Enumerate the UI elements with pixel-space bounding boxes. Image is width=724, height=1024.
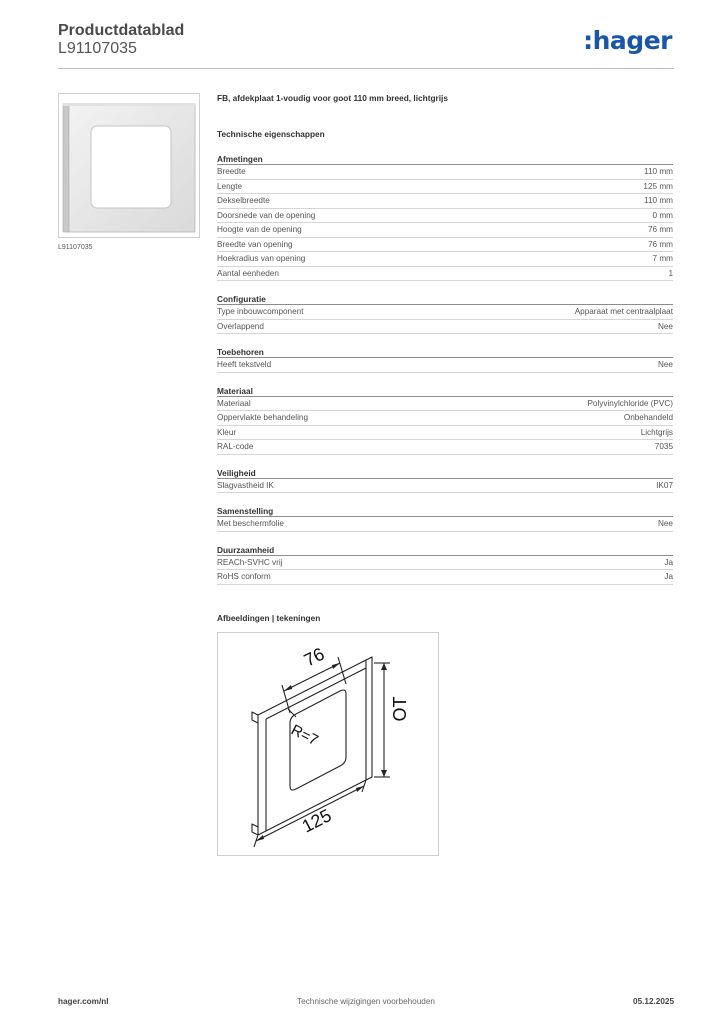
dim-height-label: OT	[390, 696, 410, 722]
spec-label: RAL-code	[217, 442, 254, 451]
spec-label: Hoekradius van opening	[217, 254, 306, 263]
spec-value: 1	[668, 268, 673, 278]
spec-label: RoHS conform	[217, 572, 271, 581]
spec-value: 110 mm	[644, 167, 673, 176]
table-row	[217, 194, 673, 209]
document-title: Productdatablad	[58, 22, 185, 39]
spec-label: Breedte van opening	[217, 239, 293, 249]
spec-value: 7 mm	[652, 254, 673, 263]
table-row	[217, 411, 673, 426]
table-row	[217, 440, 673, 455]
spec-value: 0 mm	[652, 210, 673, 220]
table-row	[217, 165, 673, 180]
section-title: Afmetingen	[217, 153, 673, 165]
spec-label: Hoogte van de opening	[217, 225, 302, 234]
spec-label: Lengte	[217, 181, 243, 191]
table-row	[217, 570, 673, 585]
table-row	[217, 397, 673, 412]
section-title: Configuratie	[217, 293, 673, 305]
spec-value: 76 mm	[647, 225, 673, 234]
spec-value: Ja	[664, 572, 673, 581]
section-configuratie	[217, 293, 673, 334]
footer-disclaimer: Technische wijzigingen voorbehouden	[297, 997, 435, 1006]
spec-label: Dekselbreedte	[217, 196, 270, 205]
table-row	[217, 238, 673, 253]
spec-label: Heeft tekstveld	[217, 360, 272, 369]
table-row	[217, 209, 673, 224]
table-row	[217, 426, 673, 441]
section-materiaal	[217, 385, 673, 455]
spec-label: Type inbouwcomponent	[217, 307, 304, 316]
table-row	[217, 479, 673, 494]
spec-value: Nee	[657, 321, 673, 331]
spec-label: REACh-SVHC vrij	[217, 557, 283, 567]
spec-value: Apparaat met centraalplaat	[574, 307, 673, 316]
cover-plate-icon	[59, 94, 199, 237]
spec-value: Nee	[657, 519, 673, 528]
product-description: FB, afdekplaat 1-voudig voor goot 110 mm breed, lichtgrijs	[217, 93, 448, 103]
page-header	[58, 22, 674, 70]
dim-width-label: 76	[300, 643, 328, 671]
section-title: Samenstelling	[217, 505, 673, 517]
technical-drawing	[217, 632, 439, 856]
section-title: Toebehoren	[217, 346, 673, 358]
product-code: L91107035	[58, 40, 137, 57]
tech-properties-title: Technische eigenschappen	[217, 129, 325, 139]
spec-label: Aantal eenheden	[217, 268, 279, 278]
table-row	[217, 320, 673, 335]
image-caption: L91107035	[58, 244, 93, 251]
section-title: Veiligheid	[217, 467, 673, 479]
hager-logo: :hager	[583, 26, 672, 55]
spec-label: Met beschermfolie	[217, 519, 284, 528]
spec-label: Slagvastheid IK	[217, 480, 274, 490]
section-toebehoren	[217, 346, 673, 373]
spec-label: Doorsnede van de opening	[217, 210, 316, 220]
table-row	[217, 517, 673, 532]
table-row	[217, 180, 673, 195]
spec-label: Oppervlakte behandeling	[217, 413, 309, 422]
spec-value: 7035	[654, 442, 673, 451]
product-specs	[217, 92, 673, 585]
section-samenstelling	[217, 505, 673, 532]
spec-label: Kleur	[217, 427, 237, 437]
footer-date: 05.12.2025	[633, 997, 674, 1006]
section-veiligheid	[217, 467, 673, 494]
table-row	[217, 358, 673, 373]
spec-label: Overlappend	[217, 321, 264, 331]
header-divider	[58, 68, 674, 69]
spec-value: Nee	[657, 360, 673, 369]
spec-value: Onbehandeld	[623, 413, 673, 422]
dim-radius-label: R=7	[288, 721, 321, 750]
images-section-title: Afbeeldingen | tekeningen	[217, 613, 321, 623]
spec-value: 110 mm	[644, 196, 673, 205]
spec-value: IK07	[656, 480, 673, 490]
dim-length-label: 125	[298, 805, 335, 837]
footer-website: hager.com/nl	[58, 997, 109, 1006]
section-duurzaamheid	[217, 544, 673, 585]
page-footer	[58, 997, 674, 1011]
table-row	[217, 252, 673, 267]
table-row	[217, 556, 673, 571]
table-row	[217, 223, 673, 238]
spec-value: 76 mm	[647, 239, 673, 249]
section-title: Duurzaamheid	[217, 544, 673, 556]
table-row	[217, 305, 673, 320]
dimension-drawing-icon	[218, 633, 438, 855]
spec-label: Materiaal	[217, 398, 251, 408]
spec-value: Ja	[664, 557, 673, 567]
spec-value: 125 mm	[643, 181, 673, 191]
spec-value: Lichtgrijs	[640, 427, 673, 437]
section-afmetingen	[217, 153, 673, 281]
product-image	[58, 93, 200, 238]
spec-label: Breedte	[217, 167, 246, 176]
table-row	[217, 267, 673, 282]
section-title: Materiaal	[217, 385, 673, 397]
spec-value: Polyvinylchloride (PVC)	[587, 398, 673, 408]
